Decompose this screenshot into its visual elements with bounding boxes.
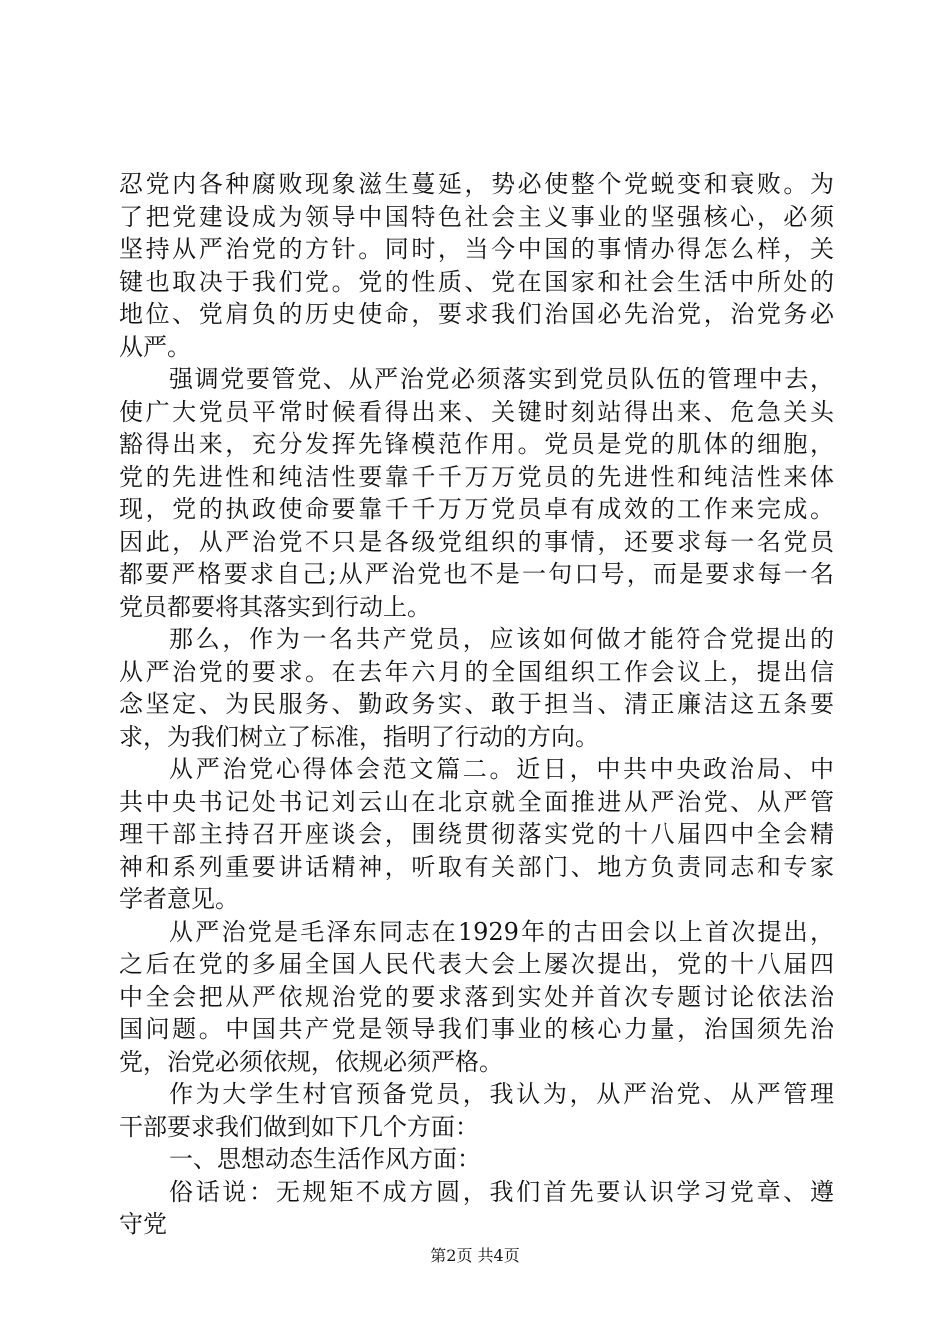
text-line: 俗话说：无规矩不成方圆，我们首先要认识学习党章、遵 — [169, 1177, 834, 1206]
text-line: 强调党要管党、从严治党必须落实到党员队伍的管理中去， — [169, 365, 834, 393]
text-line: 那么，作为一名共产党员，应该如何做才能符合党提出的 — [169, 625, 834, 653]
text-line: 守党 — [119, 1210, 167, 1238]
text-line: 都要严格要求自己;从严治党也不是一句口号，而是要求每一名 — [119, 560, 834, 588]
text-line: 念坚定、为民服务、勤政务实、敢于担当、清正廉洁这五条要 — [119, 690, 834, 718]
text-line: 从严治党心得体会范文篇二。近日，中共中央政治局、中 — [169, 755, 834, 783]
text-line: 了把党建设成为领导中国特色社会主义事业的坚强核心，必须 — [119, 202, 834, 231]
text-line: 作为大学生村官预备党员，我认为，从严治党、从严管理 — [169, 1080, 834, 1108]
text-line: 从严。 — [119, 332, 191, 361]
text-line: 一、思想动态生活作风方面： — [169, 1145, 481, 1173]
text-line: 党，治党必须依规，依规必须严格。 — [119, 1047, 503, 1076]
text-line: 中全会把从严依规治党的要求落到实处并首次专题讨论依法治 — [119, 982, 834, 1011]
document-body — [119, 168, 834, 1241]
page-footer: 第2页 共4页 — [430, 1246, 520, 1265]
text-line: 国问题。中国共产党是领导我们事业的核心力量，治国须先治 — [119, 1015, 834, 1043]
text-line: 坚持从严治党的方针。同时，当今中国的事情办得怎么样，关 — [119, 235, 834, 263]
text-line: 学者意见。 — [119, 885, 239, 913]
text-line: 键也取决于我们党。党的性质、党在国家和社会生活中所处的 — [119, 267, 834, 296]
text-line: 神和系列重要讲话精神，听取有关部门、地方负责同志和专家 — [119, 852, 834, 881]
text-line: 地位、党肩负的历史使命，要求我们治国必先治党，治党务必 — [119, 300, 834, 328]
text-line: 干部要求我们做到如下几个方面： — [119, 1112, 479, 1141]
text-line: 之后在党的多届全国人民代表大会上屡次提出，党的十八届四 — [119, 950, 834, 978]
text-line: 从严治党是毛泽东同志在1929年的古田会以上首次提出， — [169, 917, 834, 946]
text-line: 共中央书记处书记刘云山在北京就全面推进从严治党、从严管 — [119, 787, 834, 816]
text-line: 使广大党员平常时候看得出来、关键时刻站得出来、危急关头 — [119, 397, 834, 426]
text-line: 求，为我们树立了标准，指明了行动的方向。 — [119, 722, 599, 751]
text-line: 忍党内各种腐败现象滋生蔓延，势必使整个党蜕变和衰败。为 — [119, 170, 834, 198]
text-line: 现，党的执政使命要靠千千万万党员卓有成效的工作来完成。 — [119, 495, 834, 523]
text-line: 从严治党的要求。在去年六月的全国组织工作会议上，提出信 — [119, 657, 834, 686]
text-line: 豁得出来，充分发挥先锋模范作用。党员是党的肌体的细胞， — [119, 430, 834, 458]
text-line: 党的先进性和纯洁性要靠千千万万党员的先进性和纯洁性来体 — [119, 462, 834, 491]
text-line: 党员都要将其落实到行动上。 — [119, 592, 431, 621]
text-line: 理干部主持召开座谈会，围绕贯彻落实党的十八届四中全会精 — [119, 820, 834, 848]
text-line: 因此，从严治党不只是各级党组织的事情，还要求每一名党员 — [119, 527, 834, 556]
